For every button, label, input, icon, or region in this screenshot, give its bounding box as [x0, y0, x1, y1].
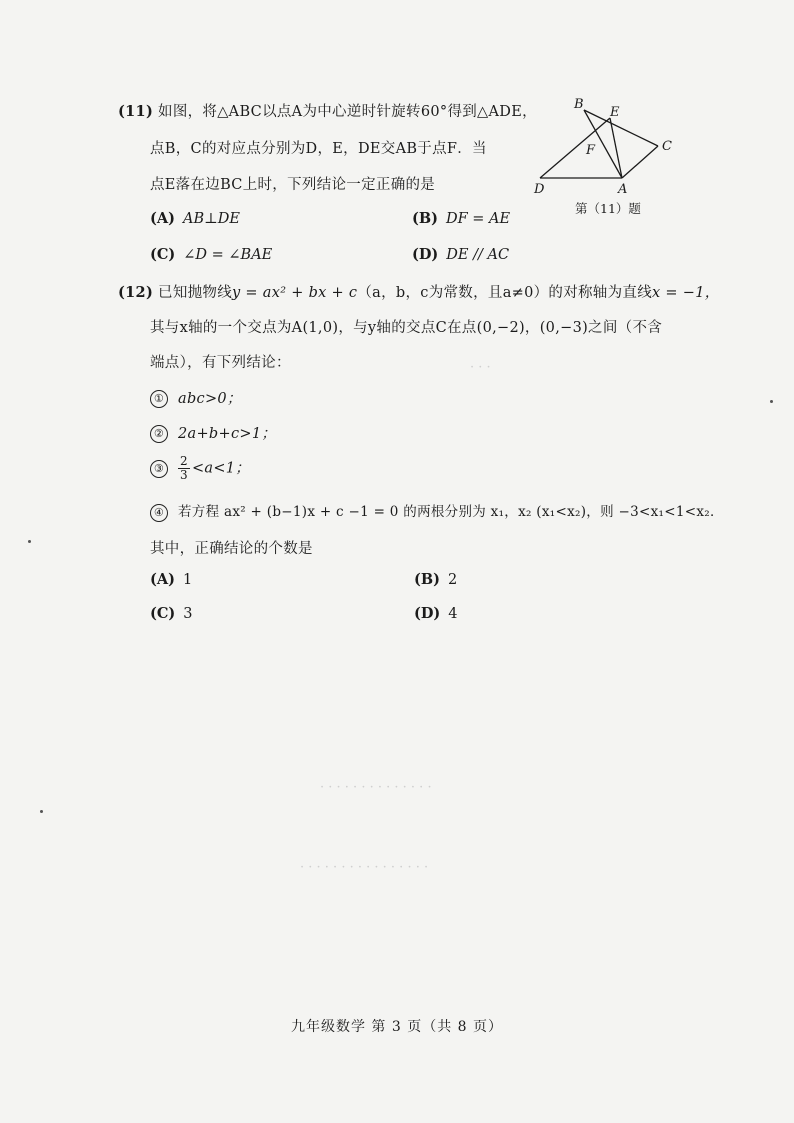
point-label-a: A	[618, 182, 628, 196]
q12-option-d[interactable]: (D) 4	[414, 605, 458, 622]
q11-geometry-figure	[530, 96, 680, 196]
bleed-through-mark: · · ·	[470, 360, 491, 375]
q11-line2: 点B，C的对应点分别为D，E，DE交AB于点F．当	[150, 141, 487, 157]
q12-conclusion-3: ③ $\frac{2}{3}$ <a<1；	[150, 455, 250, 482]
q11-option-d[interactable]: (D) DE // AC	[412, 246, 510, 263]
q11-figure-caption: 第（11）题	[575, 201, 641, 216]
q12-option-b[interactable]: (B) 2	[414, 571, 458, 588]
page-footer: 九年级数学 第 3 页（共 8 页）	[290, 1019, 504, 1035]
segment-de	[540, 118, 610, 178]
scan-speck	[770, 400, 773, 403]
q11-line1: (11) 如图，将△ABC以点A为中心逆时针旋转60°得到△ADE，	[118, 103, 537, 120]
q12-number: (12)	[118, 284, 154, 301]
scan-speck	[40, 810, 43, 813]
point-label-d: D	[534, 182, 545, 196]
q12-line1: (12) 已知抛物线y = ax² + bx + c（a，b，c为常数，且a≠0）的对称轴为直线x = −1，	[118, 284, 720, 301]
q11-option-a[interactable]: (A) AB⊥DE	[150, 210, 240, 227]
q12-option-c[interactable]: (C) 3	[150, 605, 193, 622]
bleed-through-mark: · · · · · · · · · · · · · ·	[320, 780, 432, 795]
q12-option-a[interactable]: (A) 1	[150, 571, 193, 588]
q11-option-b[interactable]: (B) DF = AE	[412, 210, 511, 227]
q11-number: (11)	[118, 103, 154, 120]
point-label-e: E	[610, 105, 620, 120]
point-label-f: F	[586, 143, 596, 158]
point-label-c: C	[662, 139, 672, 154]
q12-conclusion-4: ④ 若方程 ax² + (b−1)x + c −1 = 0 的两根分别为 x₁，x₂ (x₁<x₂)，则 −3<x₁<1<x₂．	[150, 500, 724, 522]
q12-line2: 其与x轴的一个交点为A(1,0)，与y轴的交点C在点(0,−2)，(0,−3)之间（不含	[150, 320, 663, 336]
q11-line3: 点E落在边BC上时，下列结论一定正确的是	[150, 177, 436, 193]
segment-bc	[584, 110, 658, 146]
q12-question: 其中，正确结论的个数是	[150, 541, 313, 557]
scan-speck	[28, 540, 31, 543]
bleed-through-mark: · · · · · · · · · · · · · · · ·	[300, 860, 429, 875]
point-label-b: B	[574, 97, 584, 112]
q12-conclusion-2: ② 2a+b+c>1；	[150, 422, 276, 443]
fraction-two-thirds: $\frac{2}{3}$	[180, 454, 188, 482]
segment-ac	[622, 146, 658, 178]
q12-line3: 端点），有下列结论：	[150, 355, 291, 371]
q11-option-c[interactable]: (C) ∠D = ∠BAE	[150, 246, 273, 263]
q12-conclusion-1: ① abc>0；	[150, 387, 242, 408]
